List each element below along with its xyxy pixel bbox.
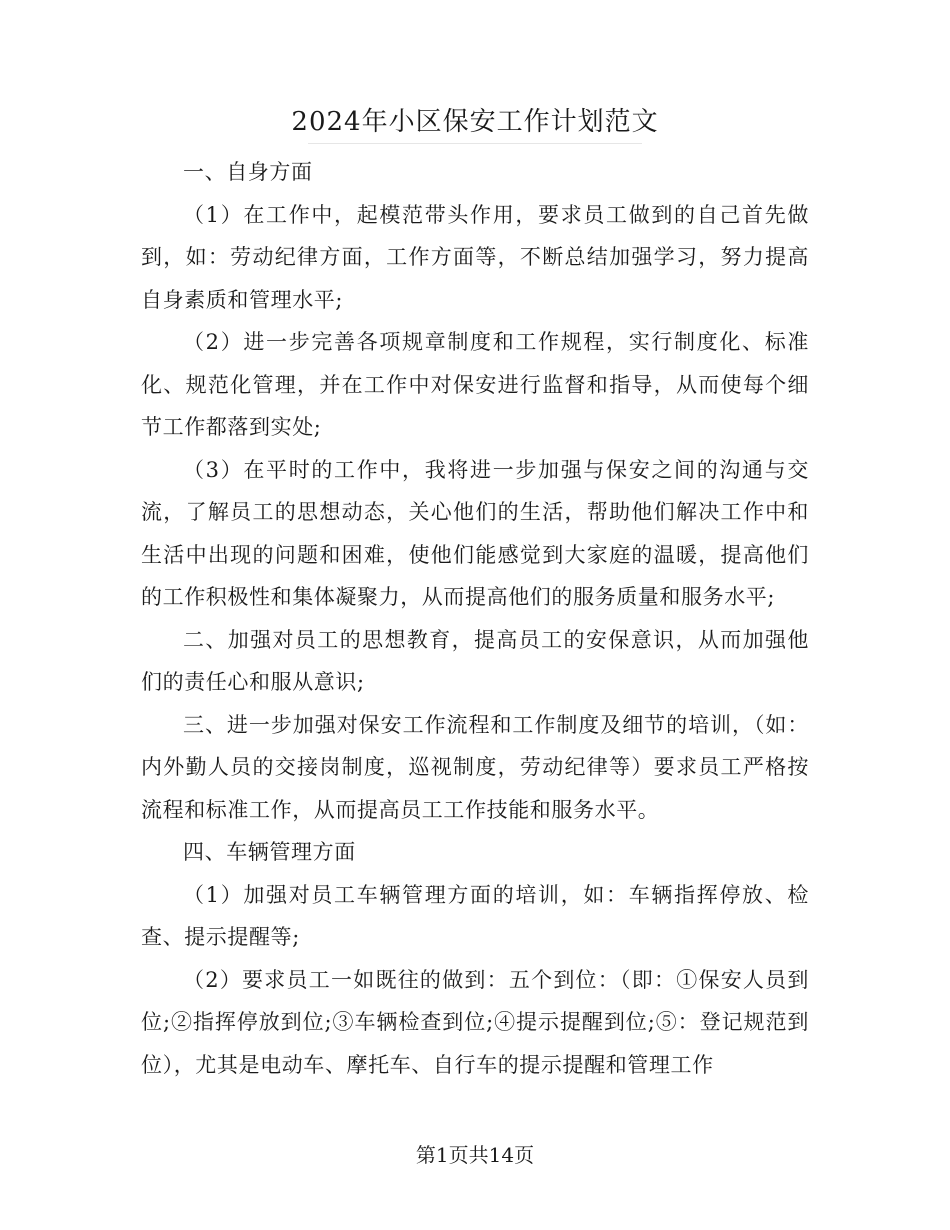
paragraph: （1）在工作中，起模范带头作用，要求员工做到的自己首先做到，如：劳动纪律方面，工作方面等，不断总结加强学习，努力提高自身素质和管理水平; xyxy=(141,202,809,312)
paragraph: （1）加强对员工车辆管理方面的培训，如：车辆指挥停放、检查、提示提醒等; xyxy=(141,882,809,949)
section-heading-2: 二、加强对员工的思想教育，提高员工的安保意识，从而加强他们的责任心和服从意识; xyxy=(141,627,809,694)
section-heading-1: 一、自身方面 xyxy=(183,160,313,184)
paragraph: （2）进一步完善各项规章制度和工作规程，实行制度化、标准化、规范化管理，并在工作中对保安进行监督和指导，从而使每个细节工作都落到实处; xyxy=(141,330,809,439)
paragraph: （2）要求员工一如既往的做到：五个到位：（即：①保安人员到位;②指挥停放到位;③车辆检查到位;④提示提醒到位;⑤：登记规范到位），尤其是电动车、摩托车、自行车的提示提醒和管理工作 xyxy=(141,967,809,1077)
section-heading-4: 四、车辆管理方面 xyxy=(183,840,356,864)
page-title: 2024年小区保安工作计划范文 xyxy=(291,107,659,137)
section-heading-3: 三、进一步加强对保安工作流程和工作制度及细节的培训，（如：内外勤人员的交接岗制度，巡视制度，劳动纪律等）要求员工严格按流程和标准工作，从而提高员工工作技能和服务水平。 xyxy=(141,712,809,822)
paragraph: （3）在平时的工作中，我将进一步加强与保安之间的沟通与交流，了解员工的思想动态，关心他们的生活，帮助他们解决工作中和生活中出现的问题和困难，使他们能感觉到大家庭的温暖，提高他们的工作积极性和集体凝聚力，从而提高他们的服务质量和服务水平; xyxy=(141,457,809,609)
title-divider xyxy=(308,143,642,144)
page-number: 第1页共14页 xyxy=(415,1143,535,1167)
document-body xyxy=(141,151,809,1086)
